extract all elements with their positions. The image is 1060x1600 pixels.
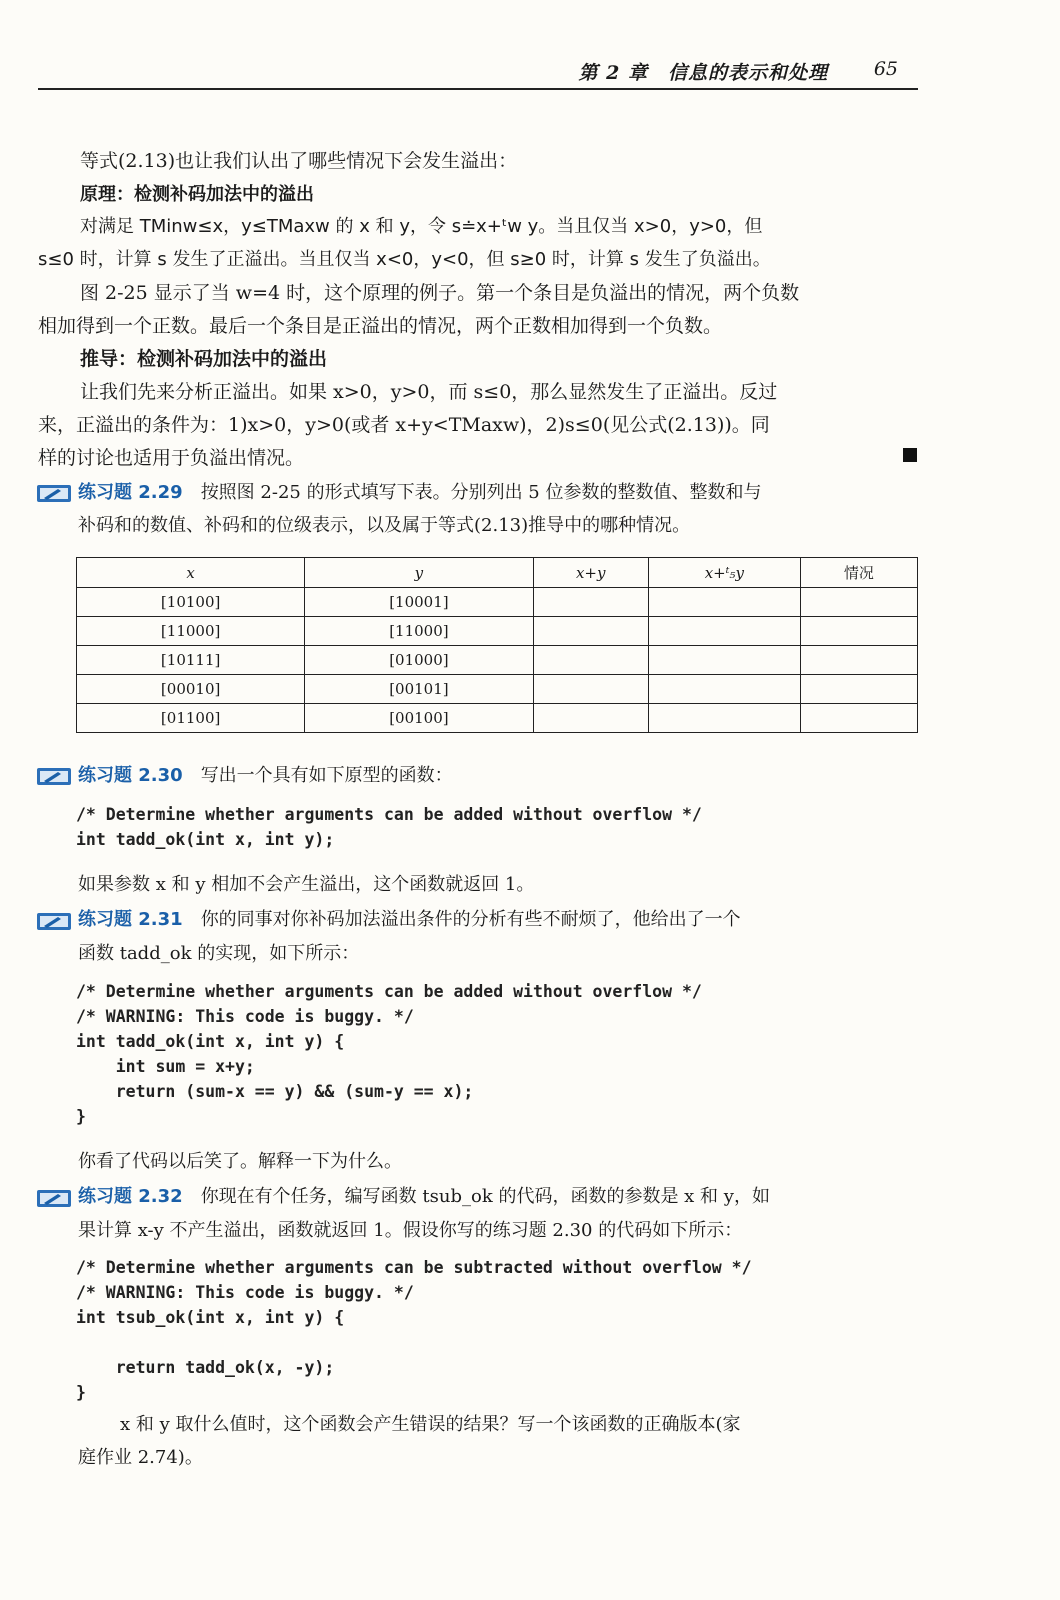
exercise-2-31-text: 你看了代码以后笑了。解释一下为什么。	[78, 1151, 402, 1172]
table-cell: [11000]	[77, 617, 305, 646]
table-header-sum: x+y	[533, 558, 648, 588]
table-cell	[533, 675, 648, 704]
table-cell: [00010]	[77, 675, 305, 704]
exercise-2-30-title: 练习题 2.30	[78, 765, 183, 786]
pencil-book-icon	[36, 910, 72, 932]
table-cell: [01000]	[305, 646, 533, 675]
code-block: /* Determine whether arguments can be added without overflow */ int tadd_ok(int x, int y);	[76, 805, 702, 849]
exercise-table	[76, 557, 918, 733]
table-cell	[648, 675, 800, 704]
exercise-2-29-line: 补码和的数值、补码和的位级表示，以及属于等式(2.13)推导中的哪种情况。	[78, 515, 691, 536]
table-row	[77, 675, 918, 704]
table-header-case: 情况	[800, 558, 917, 588]
principle-text: 对满足 TMinw≤x，y≤TMaxw 的 x 和 y，令 s≐x+ᵗw y。当且仅当 x>0，y>0，但	[80, 216, 763, 237]
table-header-tsum: x+ᵗ₅y	[648, 558, 800, 588]
paragraph: 来，正溢出的条件为：1)x>0，y>0(或者 x+y<TMaxw)，2)s≤0(见公式(2.13))。同	[38, 414, 770, 436]
exercise-2-31-title: 练习题 2.31	[78, 909, 183, 930]
paragraph: 让我们先来分析正溢出。如果 x>0，y>0，而 s≤0，那么显然发生了正溢出。反过	[80, 381, 778, 403]
exercise-2-32-text: 庭作业 2.74)。	[78, 1447, 203, 1468]
derivation-label: 推导：检测补码加法中的溢出	[80, 348, 328, 370]
table-cell	[648, 617, 800, 646]
exercise-2-31-line: 练习题 2.31 你的同事对你补码加法溢出条件的分析有些不耐烦了，他给出了一个	[78, 909, 741, 930]
table-cell	[800, 617, 917, 646]
pencil-book-icon	[36, 765, 72, 787]
exercise-2-32-line: 练习题 2.32 你现在有个任务，编写函数 tsub_ok 的代码，函数的参数是 x 和 y，如	[78, 1186, 770, 1207]
table-header-x: x	[77, 558, 305, 588]
table-row	[77, 617, 918, 646]
exercise-2-31-line: 函数 tadd_ok 的实现，如下所示：	[78, 943, 360, 964]
principle-text: s≤0 时，计算 s 发生了正溢出。当且仅当 x<0，y<0，但 s≥0 时，计算 s 发生了负溢出。	[38, 249, 771, 270]
exercise-2-29-title: 练习题 2.29	[78, 482, 183, 503]
table-cell	[800, 588, 917, 617]
table-row	[77, 646, 918, 675]
page-number: 65	[873, 58, 898, 80]
exercise-2-29-line: 练习题 2.29 按照图 2-25 的形式填写下表。分别列出 5 位参数的整数值、整数和与	[78, 482, 762, 503]
table-cell	[533, 704, 648, 733]
table-cell	[648, 646, 800, 675]
code-block: /* Determine whether arguments can be subtracted without overflow */ /* WARNING: This code is buggy. */ int tsub_ok(int x, int y) { return tadd_ok(x, -y); }	[76, 1258, 752, 1402]
table-header-y: y	[305, 558, 533, 588]
exercise-2-32-title: 练习题 2.32	[78, 1186, 183, 1207]
table-cell	[533, 617, 648, 646]
paragraph: 样的讨论也适用于负溢出情况。	[38, 447, 305, 469]
table-row	[77, 704, 918, 733]
table-cell	[533, 646, 648, 675]
code-block: /* Determine whether arguments can be added without overflow */ /* WARNING: This code is buggy. */ int tadd_ok(int x, int y) { int sum = x+y; return (sum-x == y) && (sum-y == x); }	[76, 982, 702, 1126]
table-cell	[800, 675, 917, 704]
table-cell: [00101]	[305, 675, 533, 704]
table-cell: [00100]	[305, 704, 533, 733]
principle-label: 原理：检测补码加法中的溢出	[80, 184, 314, 205]
chapter-title: 第 2 章 信息的表示和处理	[578, 62, 828, 84]
end-of-proof-square-icon	[903, 448, 917, 462]
exercise-2-32-text: x 和 y 取什么值时，这个函数会产生错误的结果？写一个该函数的正确版本(家	[120, 1414, 741, 1435]
pencil-book-icon	[36, 482, 72, 504]
paragraph: 等式(2.13)也让我们认出了哪些情况下会发生溢出：	[80, 150, 518, 172]
table-cell	[648, 588, 800, 617]
table-cell: [11000]	[305, 617, 533, 646]
table-cell	[800, 704, 917, 733]
exercise-2-32-line: 果计算 x-y 不产生溢出，函数就返回 1。假设你写的练习题 2.30 的代码如下所示：	[78, 1220, 743, 1241]
table-cell: [01100]	[77, 704, 305, 733]
running-header	[38, 58, 918, 90]
exercise-2-30-text: 如果参数 x 和 y 相加不会产生溢出，这个函数就返回 1。	[78, 874, 535, 895]
table-cell: [10111]	[77, 646, 305, 675]
paragraph: 图 2-25 显示了当 w=4 时，这个原理的例子。第一个条目是负溢出的情况，两个负数	[80, 282, 800, 304]
table-cell	[533, 588, 648, 617]
table-cell: [10001]	[305, 588, 533, 617]
table-cell	[800, 646, 917, 675]
pencil-book-icon	[36, 1187, 72, 1209]
table-cell: [10100]	[77, 588, 305, 617]
table-cell	[648, 704, 800, 733]
paragraph: 相加得到一个正数。最后一个条目是正溢出的情况，两个正数相加得到一个负数。	[38, 315, 723, 337]
table-row	[77, 588, 918, 617]
exercise-2-30-line: 练习题 2.30 写出一个具有如下原型的函数：	[78, 765, 453, 786]
